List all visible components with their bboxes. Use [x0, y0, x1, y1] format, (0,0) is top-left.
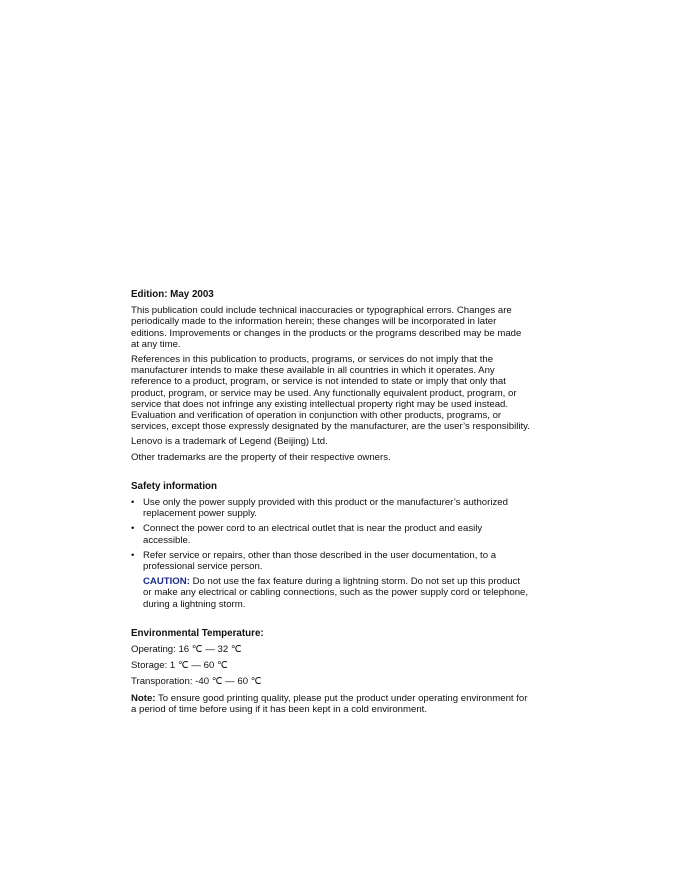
safety-item-text: Connect the power cord to an electrical outlet that is near the product and easily accessible. [143, 523, 483, 546]
storage-temperature: Storage: 1 ℃ — 60 ℃ [131, 660, 228, 672]
edition-heading: Edition: May 2003 [131, 289, 214, 300]
safety-heading: Safety information [131, 480, 218, 492]
edition-paragraph-other-trademarks: Other trademarks are the property of their respective owners. [131, 451, 391, 463]
safety-item [131, 550, 531, 572]
operating-temperature: Operating: 16 ℃ — 32 ℃ [131, 644, 242, 656]
caution-notice [131, 576, 531, 610]
caution-label: CAUTION: [143, 576, 190, 588]
safety-item [131, 523, 531, 545]
bullet-icon: • [131, 523, 135, 535]
caution-text: Do not use the fax feature during a lightning storm. Do not set up this product or make any electrical or cabling connections, such as the power supply cord or telephone, during a lightning storm. [143, 576, 529, 610]
transporation-temperature: Transporation: -40 ℃ — 60 ℃ [131, 676, 262, 688]
note-text: To ensure good printing quality, please put the product under operating environment for a period of time before using if it has been kept in a cold environment. [131, 692, 528, 715]
safety-list [131, 497, 531, 572]
safety-item-text: Refer service or repairs, other than those described in the user documentation, to a professional service person. [143, 549, 497, 573]
bullet-icon: • [131, 497, 135, 509]
edition-paragraph-inaccuracies: This publication could include technical inaccuracies or typographical errors. Changes are periodically made to the information herein; these changes will be incorporated in later editions. Improvements or changes in the products or the programs described may be made at any time. [131, 305, 522, 350]
safety-item [131, 497, 531, 519]
edition-paragraph-trademark: Lenovo is a trademark of Legend (Beijing) Ltd. [131, 436, 328, 448]
section-spacer [131, 614, 531, 628]
safety-item-text: Use only the power supply provided with this product or the manufacturer’s authorized replacement power supply. [143, 497, 508, 520]
document-page [131, 289, 531, 715]
note [131, 693, 531, 715]
note-label: Note: [131, 692, 156, 704]
edition-paragraph-references: References in this publication to products, programs, or services do not imply that the manufacturer intends to make these available in all countries in which it operates. Any reference to a product, program, or service is not intended to state or imply that only that product, program, or service may be used. Any functionally equivalent product, program, or service that does not infringe any existing intellectual property right may be used instead. Evaluation and verification of operation in conjunction with other products, programs, or services, except those expressly designated by the manufacturer, are the user’s responsibility. [131, 354, 530, 433]
environment-heading: Environmental Temperature: [131, 627, 264, 639]
section-spacer [131, 467, 531, 481]
bullet-icon: • [131, 549, 135, 561]
